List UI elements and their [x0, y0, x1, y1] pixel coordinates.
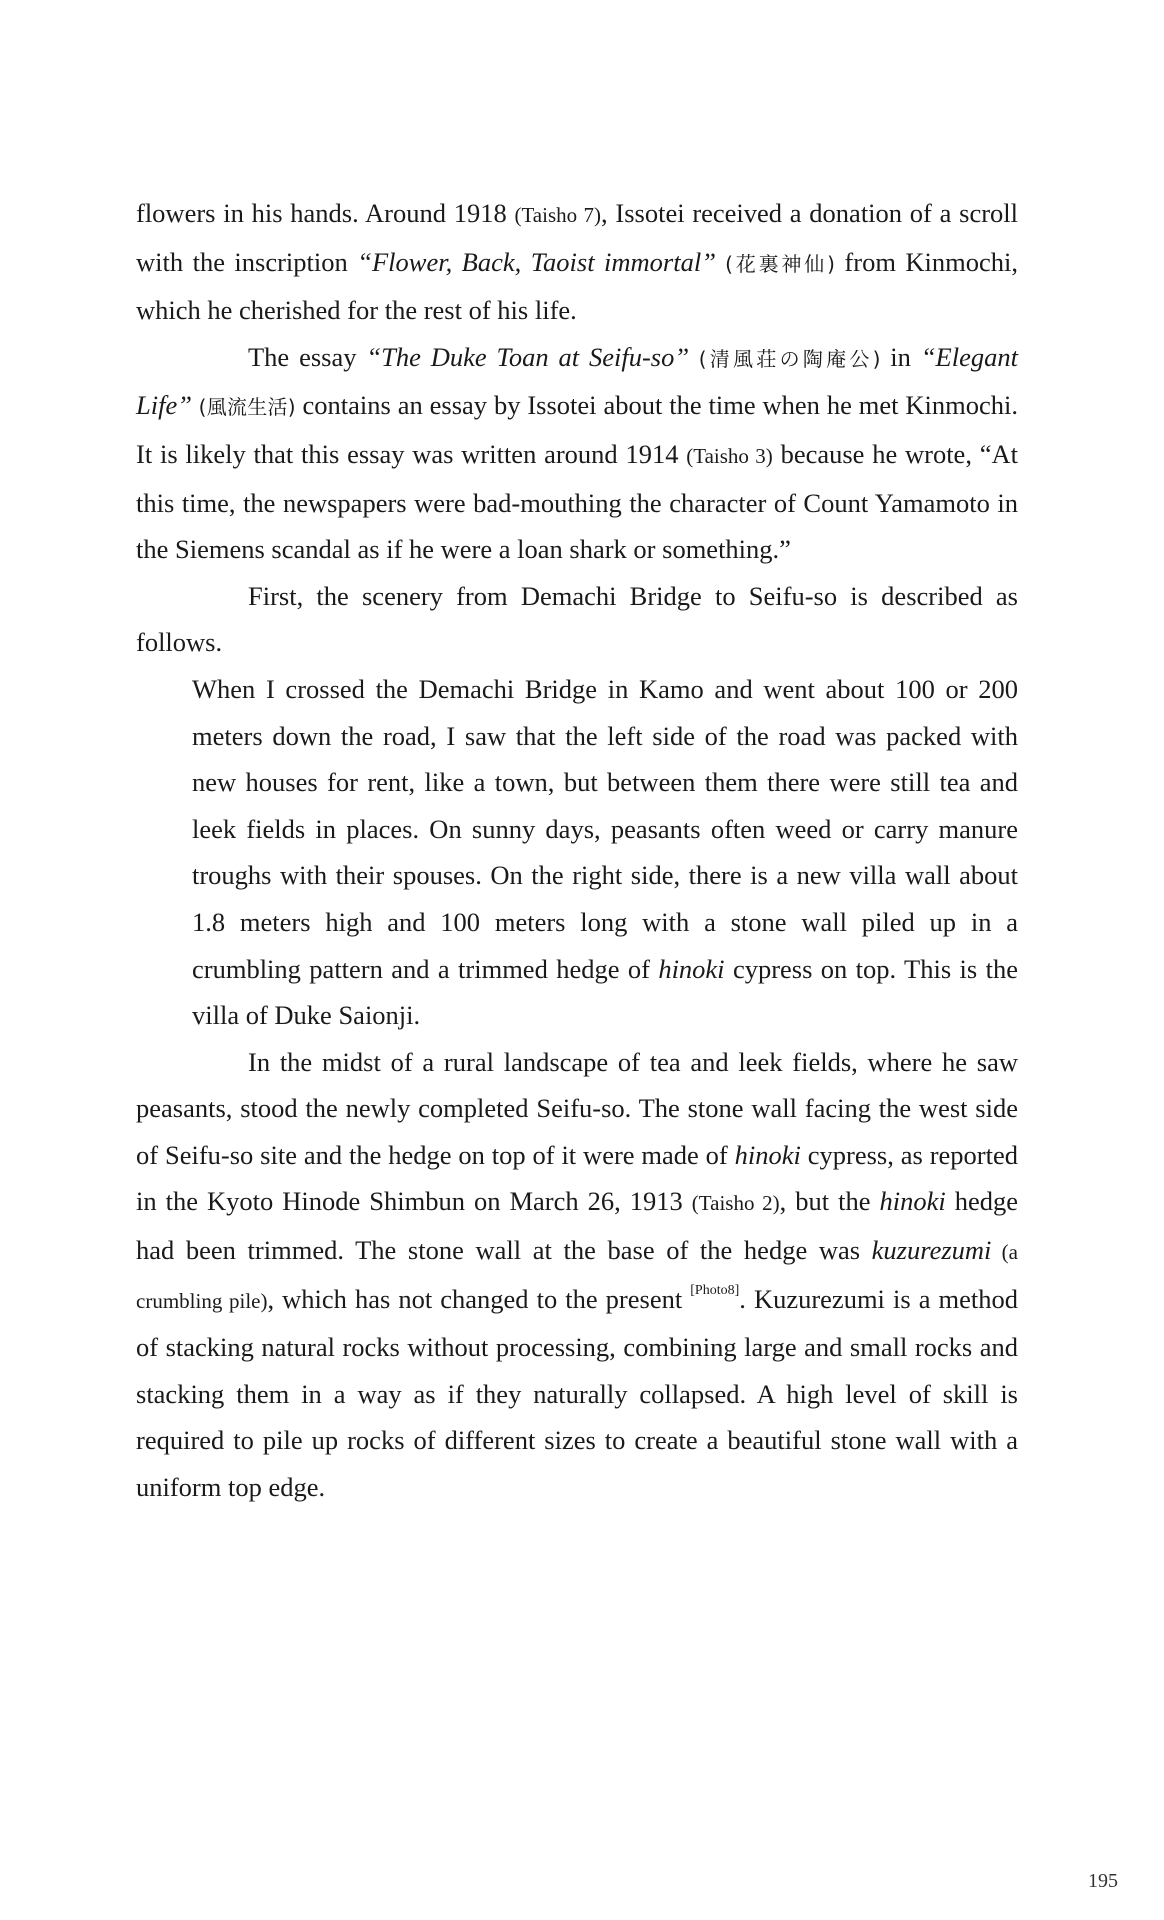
italic-term: kuzurezumi [871, 1235, 992, 1266]
text-run: cypress on top. This is the villa of Duke Saionji. [192, 953, 1018, 1031]
page-number: 195 [1088, 1870, 1118, 1892]
paragraph-1 [136, 190, 1018, 334]
paragraph-4 [136, 1039, 1018, 1511]
text-run: . Kuzurezumi is a method of stacking natural rocks without processing, combining large and small rocks and stacking them in a way as if they naturally collapsed. A high level of skill is required to pile up rocks of different sizes to create a beautiful stone wall with a uniform top edge. [136, 1283, 1018, 1503]
essay-title: “The Duke Toan at Seifu-so” [366, 341, 690, 372]
era-note: (Taisho 2) [691, 1191, 780, 1216]
text-run: When I crossed the Demachi Bridge in Kamo and went about 100 or 200 meters down the road, I saw that the left side of the road was packed with new houses for rent, like a town, but between them there were still tea and leek fields in places. On sunny days, peasants often weed or carry manure troughs with their spouses. On the right side, there is a new villa wall about 1.8 meters high and 100 meters long with a stone wall piled up in a crumbling pattern and a trimmed hedge of [192, 673, 1018, 984]
era-note: (Taisho 3) [686, 443, 773, 468]
text-run: hedge had been trimmed. The stone wall at the base of the hedge was [136, 1186, 1018, 1266]
text-run: , which has not changed to the present [267, 1283, 691, 1314]
japanese-title: (花裏神仙) [715, 251, 835, 276]
text-run: The essay [248, 341, 367, 372]
book-title: “Elegant Life” [136, 341, 1018, 421]
text-run: , but the [779, 1186, 880, 1217]
era-note: (Taisho 7) [514, 203, 602, 227]
text-run: In the midst of a rural landscape of tea and leek fields, where he saw peasants, stood the newly completed Seifu-so. The stone wall facing the west side of Seifu-so site and the hedge on top of it were made of [136, 1046, 1018, 1170]
text-run: from Kinmochi, which he cherished for the rest of his life. [136, 246, 1019, 326]
scroll-inscription-title: “Flower, Back, Taoist immortal” [357, 246, 716, 277]
text-run: flowers in his hands. Around 1918 [136, 198, 515, 228]
paragraph-3: First, the scenery from Demachi Bridge to Seifu-so is described as follows. [136, 580, 1018, 658]
gloss-note: (a crumbling pile) [136, 1240, 1018, 1313]
body-text [136, 190, 1018, 1511]
text-run: because he wrote, “At this time, the newspapers were bad-mouthing the character of Count Yamamoto in the Siemens scandal as if he were a loan shark or something.” [136, 438, 1018, 565]
photo-reference: [Photo8] [690, 1282, 740, 1298]
block-quote [192, 666, 1018, 1039]
text-run: contains an essay by Issotei about the time when he met Kinmochi. It is likely that this essay was written around 1914 [136, 390, 1018, 469]
italic-term: hinoki [658, 953, 725, 984]
text-run: in [880, 341, 921, 372]
text-run: , Issotei received a donation of a scroll with the inscription [136, 198, 1018, 277]
japanese-title: (清風荘の陶庵公) [689, 346, 881, 371]
text-run: cypress, as reported in the Kyoto Hinode Shimbun on March 26, 1913 [136, 1139, 1018, 1217]
paragraph-2 [136, 334, 1018, 573]
italic-term: hinoki [879, 1186, 946, 1217]
japanese-title: (風流生活) [191, 395, 296, 420]
italic-term: hinoki [734, 1139, 801, 1170]
